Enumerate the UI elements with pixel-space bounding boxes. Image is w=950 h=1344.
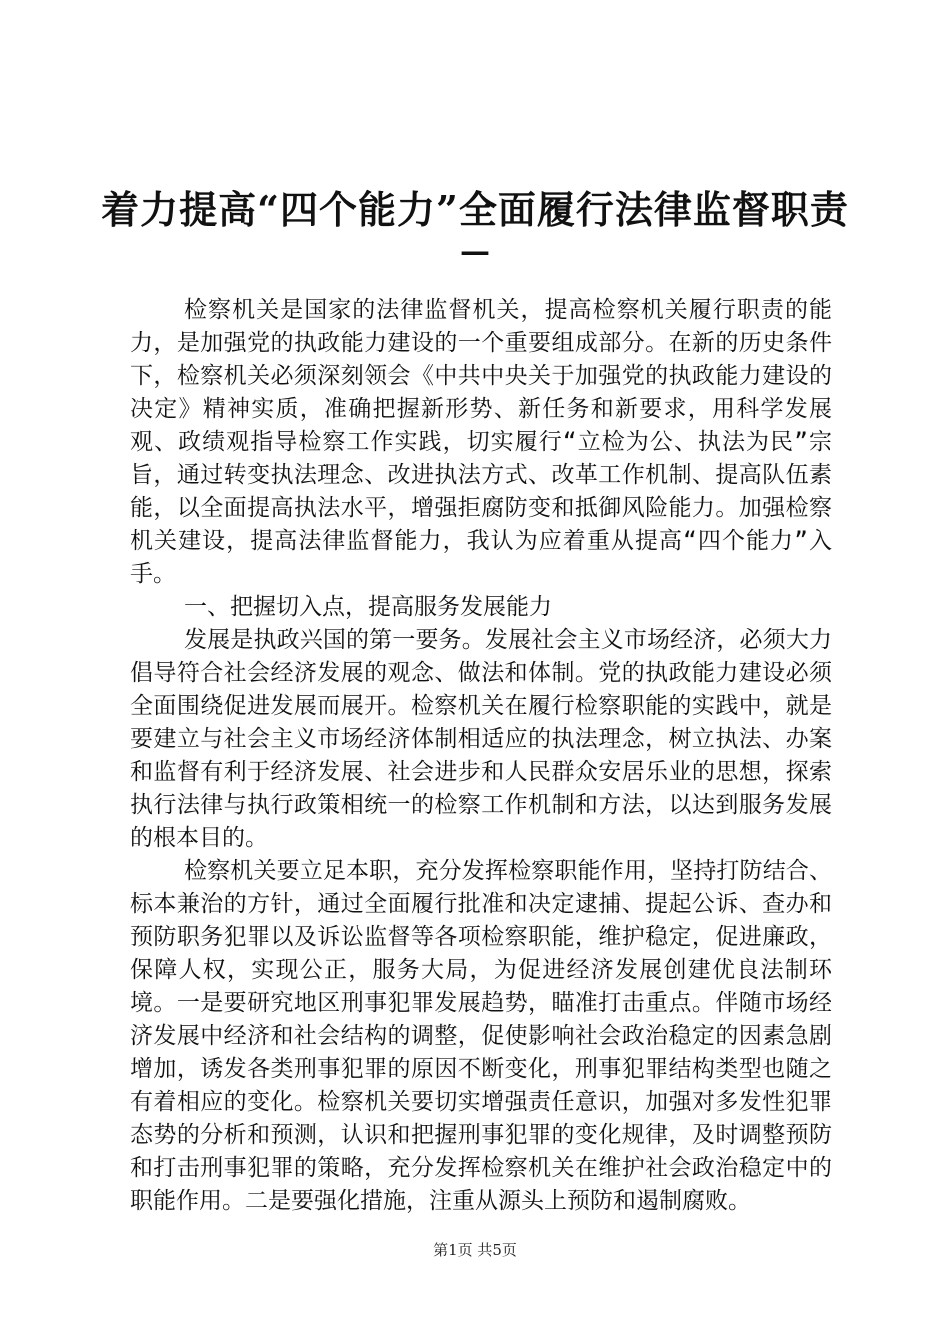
paragraph-intro: 检察机关是国家的法律监督机关，提高检察机关履行职责的能力，是加强党的执政能力建设的一个重要组成部分。在新的历史条件下，检察机关必须深刻领会《中共中央关于加强党的执政能力建设的决定》精神实质，准确把握新形势、新任务和新要求，用科学发展观、政绩观指导检察工作实践，切实履行“立检为公、执法为民”宗旨，通过转变执法理念、改进执法方式、改革工作机制、提高队伍素能，以全面提高执法水平，增强拒腐防变和抵御风险能力。加强检察机关建设，提高法律监督能力，我认为应着重从提高“四个能力”入手。 xyxy=(130,297,832,587)
page-number-footer: 第1页 共5页 xyxy=(433,1241,517,1259)
section-heading-1: 一、把握切入点，提高服务发展能力 xyxy=(184,594,552,620)
paragraph-development: 发展是执政兴国的第一要务。发展社会主义市场经济，必须大力倡导符合社会经济发展的观念、做法和体制。党的执政能力建设必须全面围绕促进发展而展开。检察机关在履行检察职能的实践中，就是要建立与社会主义市场经济体制相适应的执法理念，树立执法、办案和监督有利于经济发展、社会进步和人民群众安居乐业的思想，探索执行法律与执行政策相统一的检察工作机制和方法，以达到服务发展的根本目的。 xyxy=(130,627,832,851)
document-body xyxy=(130,294,832,1218)
paragraph-procuratorate-duties: 检察机关要立足本职，充分发挥检察职能作用，坚持打防结合、标本兼治的方针，通过全面履行批准和决定逮捕、提起公诉、查办和预防职务犯罪以及诉讼监督等各项检察职能，维护稳定，促进廉政，保障人权，实现公正，服务大局，为促进经济发展创建优良法制环境。一是要研究地区刑事犯罪发展趋势，瞄准打击重点。伴随市场经济发展中经济和社会结构的调整，促使影响社会政治稳定的因素急剧增加，诱发各类刑事犯罪的原因不断变化，刑事犯罪结构类型也随之有着相应的变化。检察机关要切实增强责任意识，加强对多发性犯罪态势的分析和预测，认识和把握刑事犯罪的变化规律，及时调整预防和打击刑事犯罪的策略，充分发挥检察机关在维护社会政治稳定中的职能作用。二是要强化措施，注重从源头上预防和遏制腐败。 xyxy=(130,858,832,1214)
document-subtitle-dash: — xyxy=(460,234,490,269)
document-title: 着力提高“四个能力”全面履行法律监督职责 xyxy=(101,187,849,232)
